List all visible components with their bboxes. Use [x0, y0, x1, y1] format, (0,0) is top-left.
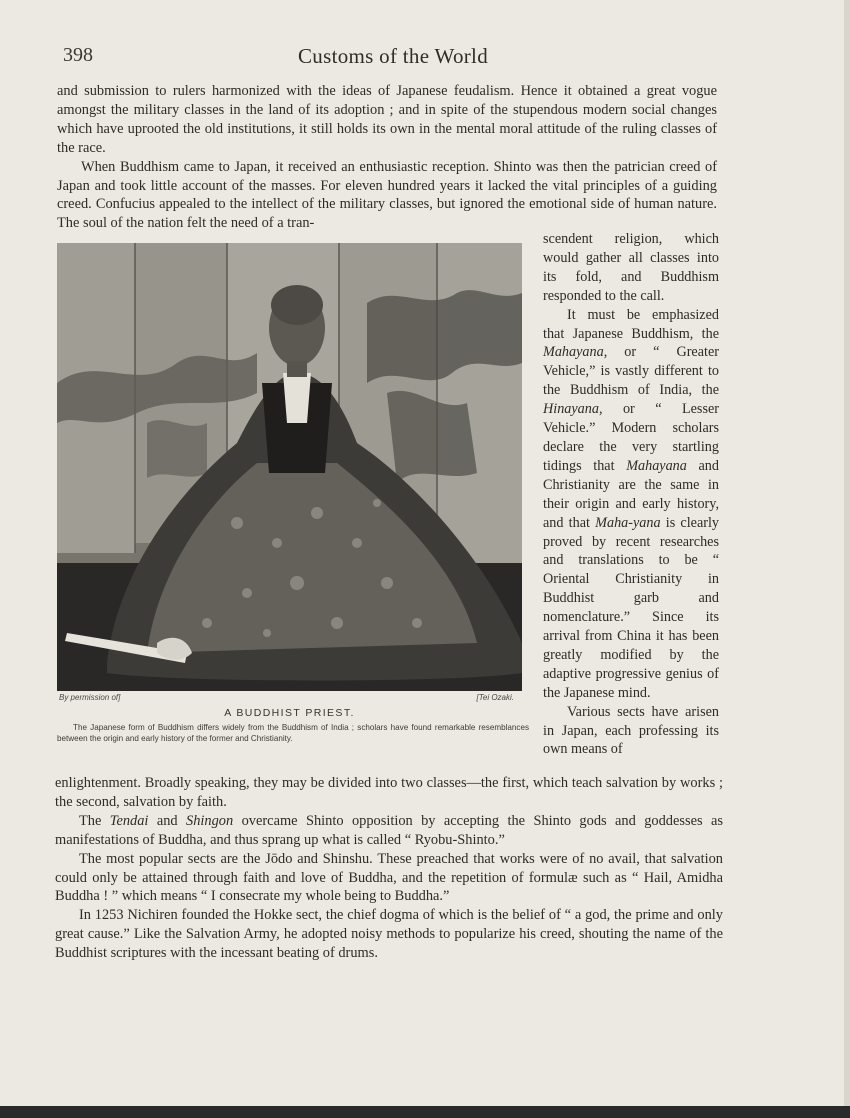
photo-credits [57, 693, 522, 705]
term-hinayana: Hinayana [543, 401, 599, 418]
term-mahayana: Mahayana [543, 344, 604, 361]
p3-text-a: It must be emphasized that Japanese Buddhism, the [543, 306, 719, 342]
p5-text-a: The [79, 812, 110, 829]
p3-text-b: , or “ Greater Vehicle,” is vastly different to the Buddhism of India, the [543, 344, 719, 399]
p3-text-d: and Christianity are the same in their origin and early history, and that [543, 457, 719, 531]
side-column-text [543, 230, 719, 759]
priest-photograph [57, 243, 522, 691]
paragraph-2-continued: scendent religion, which would gather all classes into its fold, and Buddhism responded to the call. [543, 231, 719, 304]
running-title: Customs of the World [297, 44, 488, 68]
p3-text-c: , or “ Lesser Vehicle.” Modern scholars declare the very startling tidings that [543, 401, 719, 474]
paragraph-3 [543, 306, 719, 703]
figure-buddhist-priest [57, 243, 529, 744]
paragraph-5 [55, 812, 723, 850]
figure-title: A BUDDHIST PRIEST. [224, 707, 355, 719]
term-tendai: Tendai [109, 812, 149, 829]
credit-right: [Tei Ozaki. [476, 693, 514, 702]
p5-text-b: and [148, 812, 187, 829]
page-number: 398 [63, 44, 93, 66]
intro-text [57, 82, 717, 233]
term-mahayana-2: Mahayana [626, 457, 687, 474]
credit-left: By permission of] [59, 693, 121, 702]
page-edge [844, 0, 850, 1118]
term-mahayana-3: Maha-yana [595, 514, 661, 531]
paragraph-4-continued: enlightenment. Broadly speaking, they may be divided into two classes—the first, which teach salvation by works ; the second, salvation by faith. [55, 775, 723, 810]
p3-text-e: is clearly proved by recent researches and translations to be “ Oriental Christianity in Buddhist garb and nomenclature.” Since its arrival from China it has been greatly modified by the adaptive progressive genius of the Japanese mind. [543, 514, 720, 701]
paragraph-6: The most popular sects are the Jōdo and Shinshu. These preached that works were of no avail, that salvation could only be attained through faith and love of Buddha, and the repetition of formulæ such as “ Hail, Amidha Buddha ! ” which means “ I consecrate my whole being to Buddha.” [55, 850, 723, 905]
paragraph-2: When Buddhism came to Japan, it received an enthusiastic reception. Shinto was then the patrician creed of Japan and took little account of the masses. For eleven hundred years it lacked the vital principles of a guiding creed. Confucius appealed to the intellect of the military classes, but ignored the emotional side of human nature. The soul of the nation felt the need of a tran- [57, 158, 717, 232]
paragraph-4: Various sects have arisen in Japan, each professing its own means of [543, 703, 719, 758]
bottom-text [55, 774, 723, 963]
scan-bottom-edge [0, 1106, 850, 1118]
page-header [63, 44, 723, 74]
p5-text-c: overcame Shinto opposition by accepting the Shinto gods and goddesses as manifestations of Buddha, and thus sprang up what is called “ Ryobu-Shinto.” [55, 812, 723, 848]
paragraph-1: and submission to rulers harmonized with the ideas of Japanese feudalism. Hence it obtained a great vogue amongst the military classes in the land of its adoption ; and in spite of the stupendous modern social changes which have uprooted the old institutions, it still holds its own in the mental moral attitude of the ruling classes of the race. [57, 83, 717, 156]
figure-caption: The Japanese form of Buddhism differs widely from the Buddhism of India ; scholars have found remarkable resemblances between the origin and early history of the former and Christianity. [57, 723, 529, 743]
paragraph-7: In 1253 Nichiren founded the Hokke sect, the chief dogma of which is the belief of “ a god, the prime and only great cause.” Like the Salvation Army, he adopted noisy methods to popularize his creed, shouting the name of the Buddhist scriptures with the incessant beating of drums. [55, 907, 723, 962]
term-shingon: Shingon [186, 812, 234, 829]
